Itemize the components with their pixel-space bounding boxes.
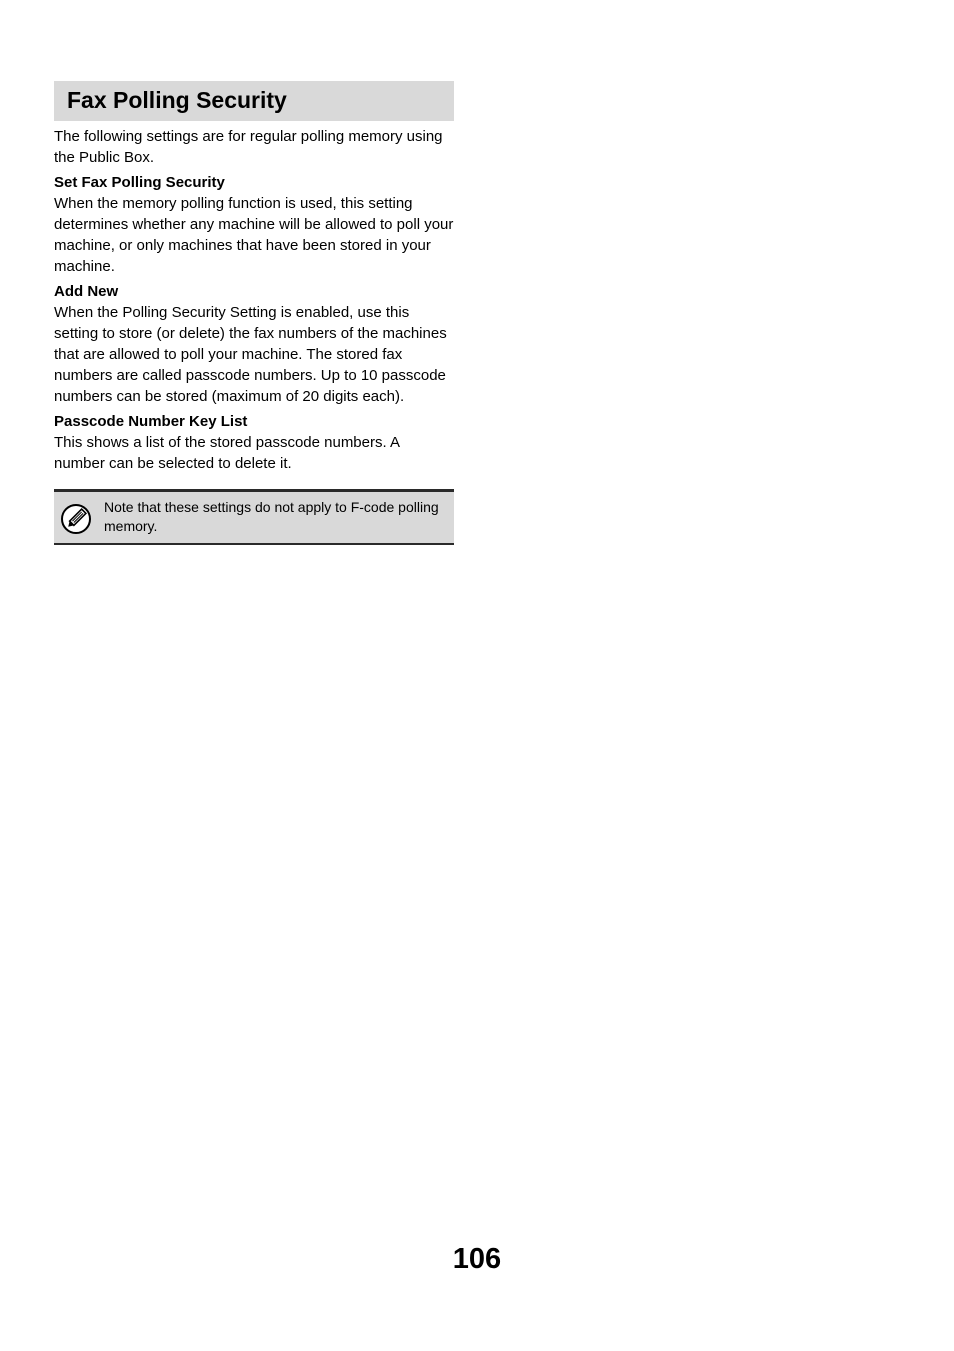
setting-title: Add New [54, 283, 119, 300]
setting-title: Set Fax Polling Security [54, 174, 225, 191]
setting-description: When the memory polling function is used, this setting determines whether any machine will be allowed to poll your machine, or only machines that have been stored in your machine. [54, 195, 454, 275]
pencil-note-icon [60, 503, 92, 535]
note-text: Note that these settings do not apply to F-code polling memory. [104, 499, 439, 534]
note-box [54, 489, 454, 545]
setting-title: Passcode Number Key List [54, 413, 248, 430]
setting-passcode-number-key-list [54, 411, 454, 474]
setting-add-new [54, 281, 454, 407]
page-number: 106 [452, 1243, 502, 1275]
setting-description: This shows a list of the stored passcode numbers. A number can be selected to delete it. [54, 434, 400, 472]
section-intro: The following settings are for regular polling memory using the Public Box. [54, 128, 443, 166]
section-title: Fax Polling Security [54, 81, 454, 121]
setting-description: When the Polling Security Setting is enabled, use this setting to store (or delete) the fax numbers of the machines that are allowed to poll your machine. The stored fax numbers are called passcode numbers. Up to 10 passcode numbers can be stored (maximum of 20 digits each). [54, 304, 447, 405]
content-column [54, 81, 454, 545]
setting-set-fax-polling-security [54, 172, 454, 277]
